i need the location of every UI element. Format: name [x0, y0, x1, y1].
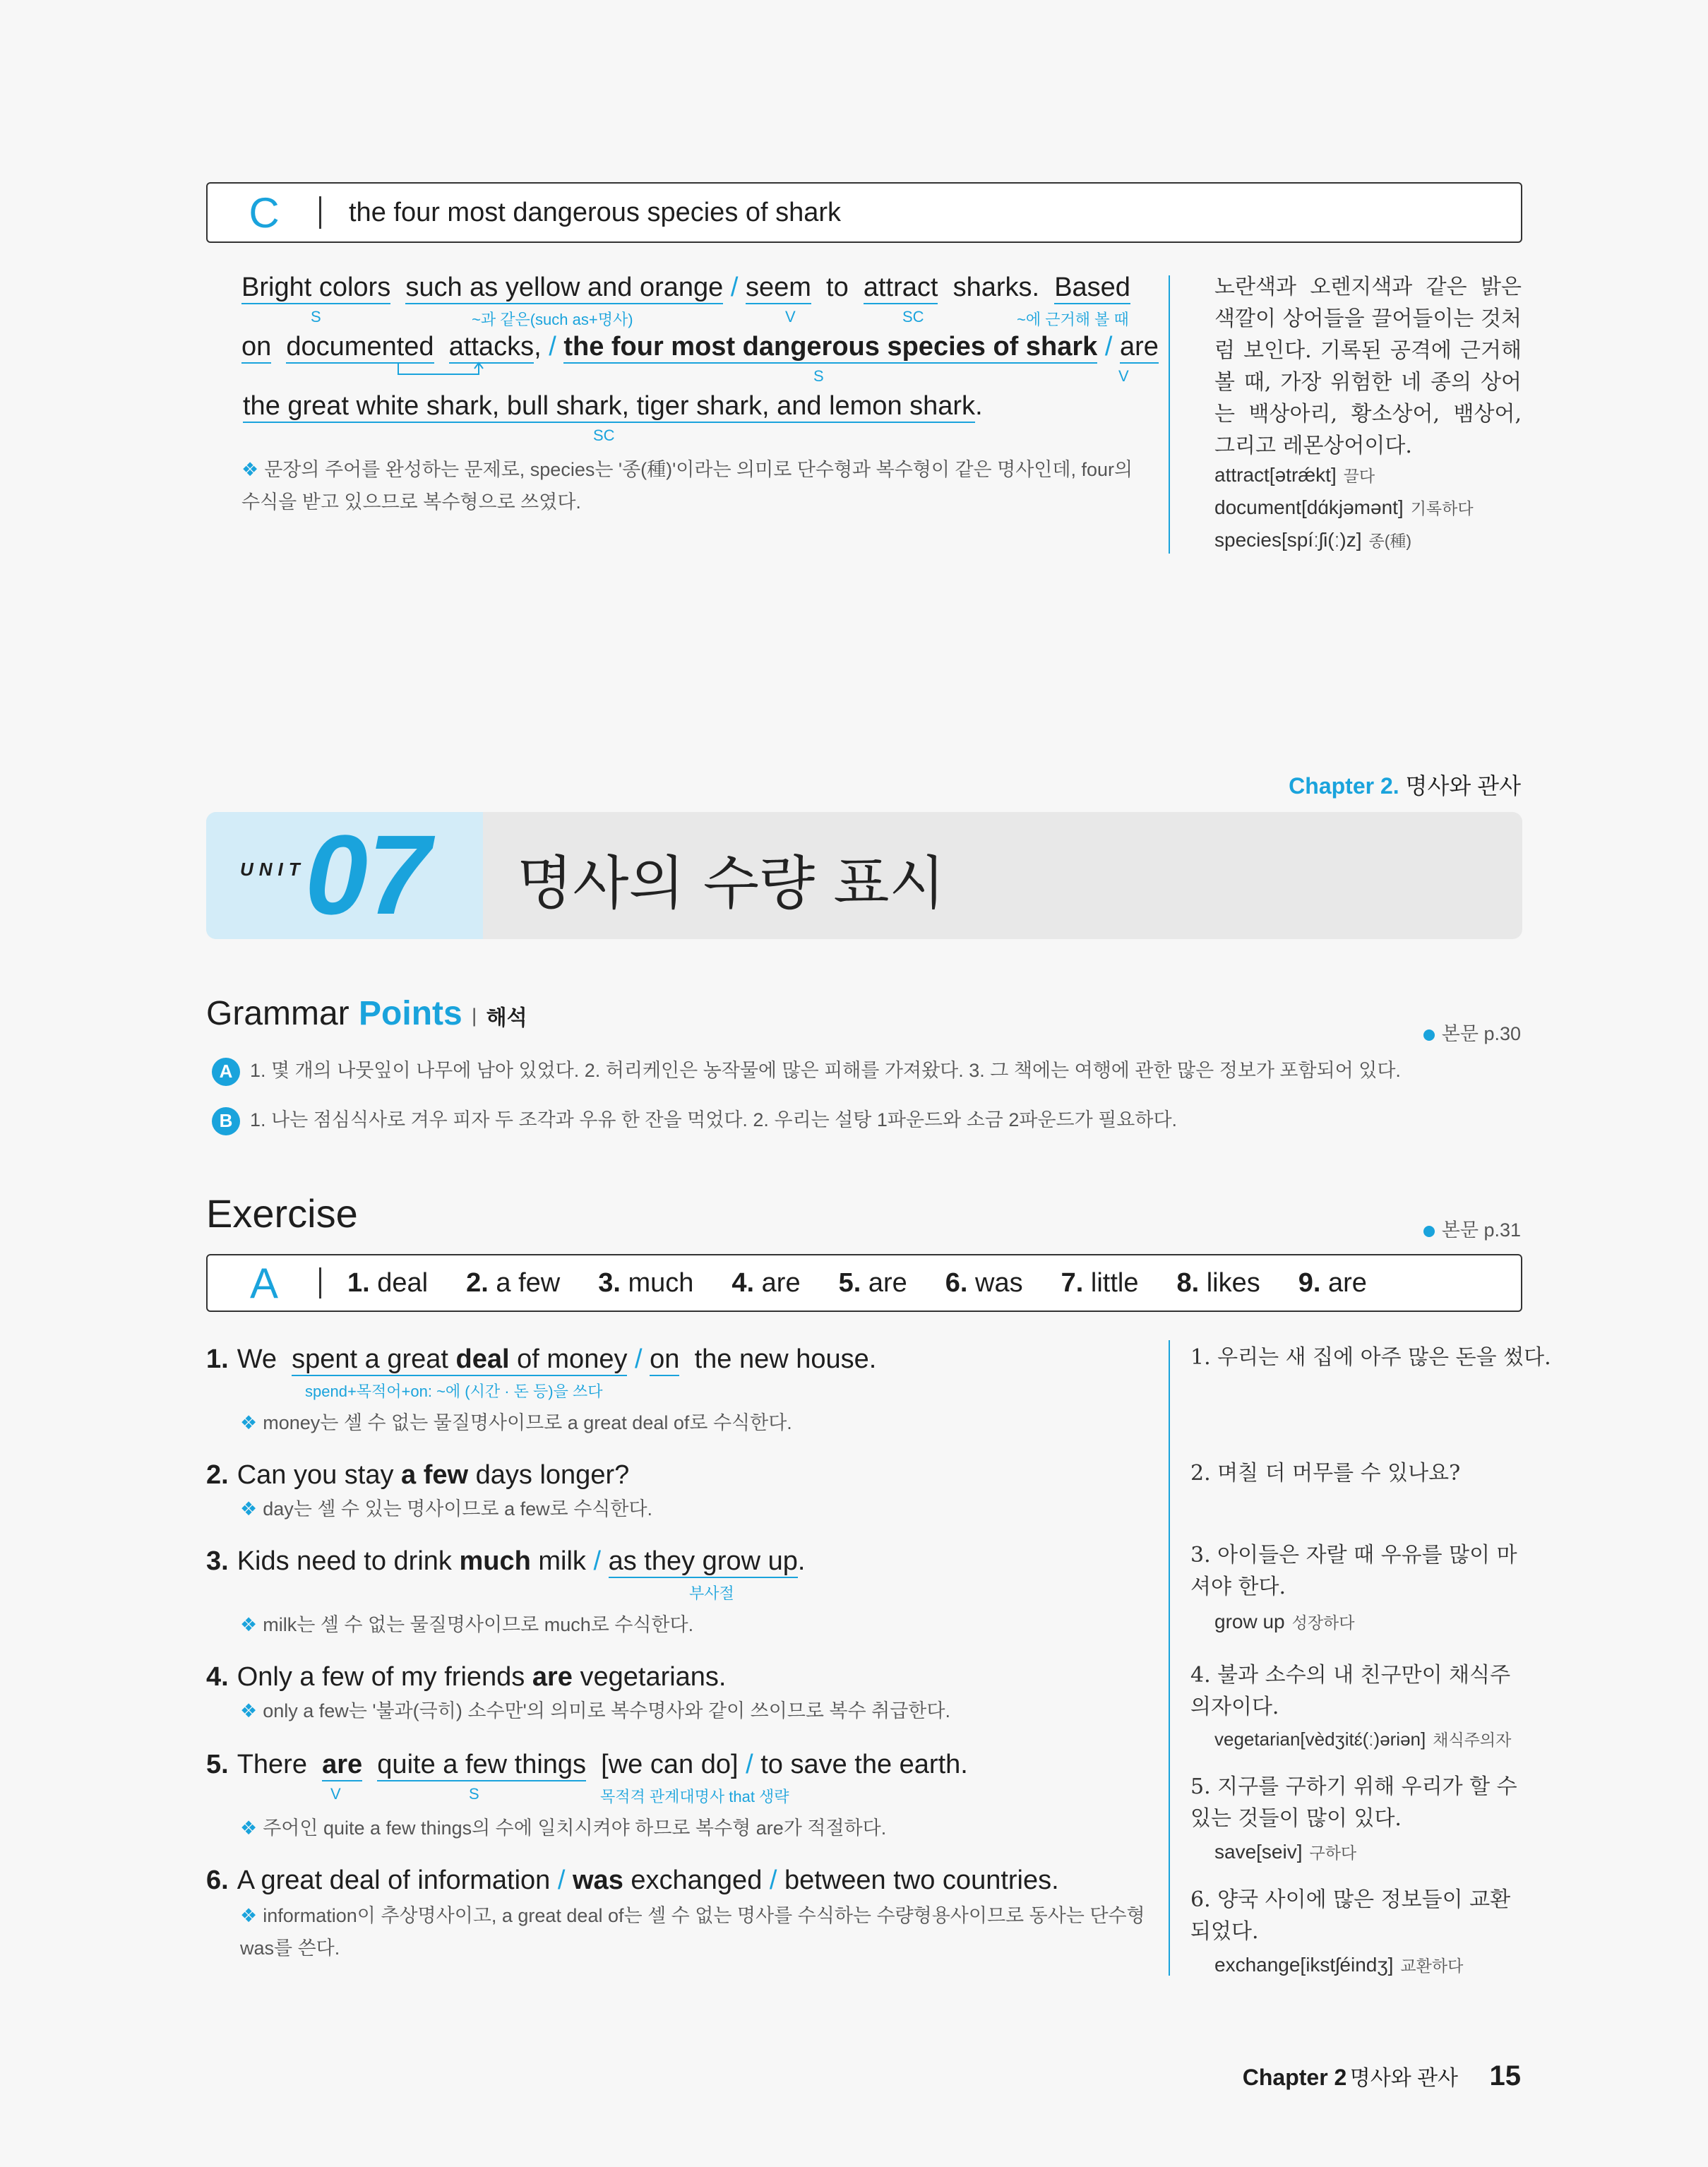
exercise-item-4: 4. Only a few of my friends are vegetarians.	[206, 1662, 727, 1692]
grammar-tag: S	[311, 308, 321, 326]
grammar-tag: V	[330, 1785, 341, 1803]
grammar-tag: V	[785, 308, 796, 326]
divider	[319, 1267, 321, 1299]
explanation-note: ❖ 주어인 quite a few things의 수에 일치시켜야 하므로 복수형 are가 적절하다.	[240, 1817, 887, 1839]
vocab-item: document[dɑ́kjəmənt] 기록하다	[1214, 496, 1474, 518]
translation: 4. 불과 소수의 내 친구만이 채식주의자이다.	[1190, 1663, 1511, 1719]
exercise-item-5: 5. There are quite a few things [we can do] / to save the earth.	[206, 1750, 968, 1780]
unit-banner	[206, 812, 1522, 939]
grammar-tag: S	[469, 1785, 479, 1803]
unit-label: UNIT	[240, 859, 306, 880]
grammar-points-heading: Grammar Points | 해석	[206, 995, 527, 1032]
explanation-note: ❖ day는 셀 수 있는 명사이므로 a few로 수식한다.	[240, 1498, 653, 1520]
grammar-tag: SC	[593, 426, 615, 444]
unit-number: 07	[305, 812, 431, 938]
passage-line-1	[241, 273, 1130, 303]
explanation-note: ❖ only a few는 '불과(극히) 소수만'의 의미로 복수명사와 같이 쓰이므로 복수 취급한다.	[240, 1700, 950, 1721]
grammar-point-b: B 1. 나는 점심식사로 겨우 피자 두 조각과 우유 한 잔을 먹었다. 2. 우리는 설탕 1파운드와 소금 2파운드가 필요하다.	[212, 1104, 1177, 1135]
word: attacks	[449, 332, 534, 364]
dot-icon	[1423, 1226, 1435, 1237]
section-title: the four most dangerous species of shark	[349, 197, 842, 227]
answer-list: 1. deal 2. a few 3. much 4. are 5. are 6. was 7. little 8. likes 9. are	[347, 1267, 1367, 1298]
section-c-header	[206, 182, 1522, 243]
word: to	[826, 273, 849, 302]
answer-key	[206, 1254, 1522, 1312]
diamond-bullet-icon: ❖	[240, 1700, 258, 1721]
divider	[319, 196, 321, 229]
grammar-tag: spend+목적어+on: ~에 (시간 · 돈 등)을 쓰다	[305, 1383, 603, 1400]
grammar-tag: S	[813, 367, 824, 385]
diamond-bullet-icon: ❖	[240, 1614, 258, 1635]
grammar-tag: 부사절	[689, 1584, 734, 1602]
grammar-tag: 목적격 관계대명사 that 생략	[600, 1788, 789, 1805]
diamond-bullet-icon: ❖	[240, 1412, 258, 1433]
word: on	[241, 332, 271, 364]
unit-title: 명사의 수량 표시	[517, 850, 945, 917]
column-divider	[1169, 275, 1170, 554]
period: .	[975, 391, 983, 421]
dot-icon	[1423, 1029, 1435, 1041]
vocab-item: exchange[ikstʃéindʒ] 교환하다	[1214, 1954, 1464, 1976]
word: the great white shark, bull shark, tiger shark, and lemon shark	[243, 391, 975, 423]
slash: /	[549, 332, 556, 362]
exercise-item-2: 2. Can you stay a few days longer?	[206, 1460, 630, 1490]
grammar-tag: SC	[902, 308, 924, 326]
diamond-bullet-icon: ❖	[240, 1498, 258, 1520]
translation: 2. 며칠 더 머무를 수 있나요?	[1190, 1461, 1461, 1486]
word: attract	[864, 273, 938, 304]
word: documented	[286, 332, 434, 364]
grammar-point-a: A 1. 몇 개의 나뭇잎이 나무에 남아 있었다. 2. 허리케인은 농작물에 많은 피해를 가져왔다. 3. 그 책에는 여행에 관한 많은 정보가 포함되어 있다.	[212, 1055, 1401, 1086]
page-reference: 본문 p.31	[1423, 1214, 1521, 1242]
section-letter: C	[249, 189, 280, 237]
page-footer: Chapter 2 명사와 관사 15	[1242, 2060, 1521, 2091]
diamond-bullet-icon: ❖	[240, 1817, 258, 1839]
word: Bright colors	[241, 273, 390, 304]
exercise-heading: Exercise	[206, 1191, 358, 1236]
word: are	[1120, 332, 1159, 364]
translation: 3. 아이들은 자랄 때 우유를 많이 마셔야 한다.	[1190, 1543, 1517, 1599]
column-divider	[1169, 1340, 1170, 1976]
circle-a-icon: A	[212, 1058, 240, 1086]
modifier-arrow	[395, 362, 487, 381]
exercise-item-3: 3. Kids need to drink much milk / as they grow up.	[206, 1546, 805, 1577]
word: Based	[1054, 273, 1130, 304]
explanation-note: ❖ money는 셀 수 없는 물질명사이므로 a great deal of로 수식한다.	[240, 1412, 792, 1433]
word: such as yellow and orange	[405, 273, 723, 304]
word: seem	[746, 273, 811, 304]
grammar-tag: ~과 같은(such as+명사)	[472, 311, 633, 328]
exercise-item-6: 6. A great deal of information / was exchanged / between two countries.	[206, 1865, 1059, 1895]
diamond-bullet-icon: ❖	[240, 1905, 258, 1926]
word: sharks.	[952, 273, 1040, 302]
vocab-item: attract[ətrǽkt] 끌다	[1214, 464, 1375, 486]
translation: 1. 우리는 새 집에 아주 많은 돈을 썼다.	[1190, 1345, 1551, 1370]
explanation-note: ❖ 문장의 주어를 완성하는 문제로, species는 '종(種)'이라는 의미로 단수형과 복수형이 같은 명사인데, four의 수식을 받고 있으므로 복수형으로 쓰였다.	[241, 459, 1133, 513]
chapter-header: Chapter 2. 명사와 관사	[1289, 773, 1521, 799]
answer-phrase: the four most dangerous species of shark	[563, 332, 1097, 364]
diamond-bullet-icon: ❖	[241, 459, 259, 480]
exercise-item-1: 1. We spent a great deal of money / on the new house.	[206, 1344, 876, 1375]
vocab-item: grow up 성장하다	[1214, 1611, 1355, 1632]
passage-line-3	[243, 391, 983, 422]
vocab-item: save[seiv] 구하다	[1214, 1841, 1357, 1863]
page-number: 15	[1489, 2060, 1521, 2091]
page-reference: 본문 p.30	[1423, 1018, 1521, 1046]
grammar-tag: ~에 근거해 볼 때	[1017, 311, 1129, 328]
explanation-note: ❖ information이 추상명사이고, a great deal of는 셀 수 없는 명사를 수식하는 수량형용사이므로 동사는 단수형 was를 쓴다.	[240, 1905, 1145, 1959]
comma: ,	[534, 332, 542, 362]
explanation-note: ❖ milk는 셀 수 없는 물질명사이므로 much로 수식한다.	[240, 1614, 694, 1635]
translation: 6. 양국 사이에 많은 정보들이 교환되었다.	[1190, 1887, 1511, 1944]
passage-line-2	[241, 332, 1159, 362]
vocab-item: species[spíːʃi(ː)z] 종(種)	[1214, 529, 1412, 551]
slash: /	[1104, 332, 1113, 362]
translation: 5. 지구를 구하기 위해 우리가 할 수 있는 것들이 많이 있다.	[1190, 1774, 1517, 1831]
section-letter: A	[249, 1259, 279, 1307]
grammar-tag: V	[1118, 367, 1129, 385]
slash: /	[730, 273, 739, 302]
circle-b-icon: B	[212, 1107, 240, 1135]
vocab-item: vegetarian[vèdʒitɛ́(ː)əriən] 채식주의자	[1214, 1729, 1512, 1750]
translation: 노란색과 오렌지색과 같은 밝은 색깔이 상어들을 끌어들이는 것처럼 보인다. 기록된 공격에 근거해 볼 때, 가장 위험한 네 종의 상어는 백상아리, 황소상어, 뱀상어, 그리고 레몬상어이다.	[1214, 275, 1522, 458]
